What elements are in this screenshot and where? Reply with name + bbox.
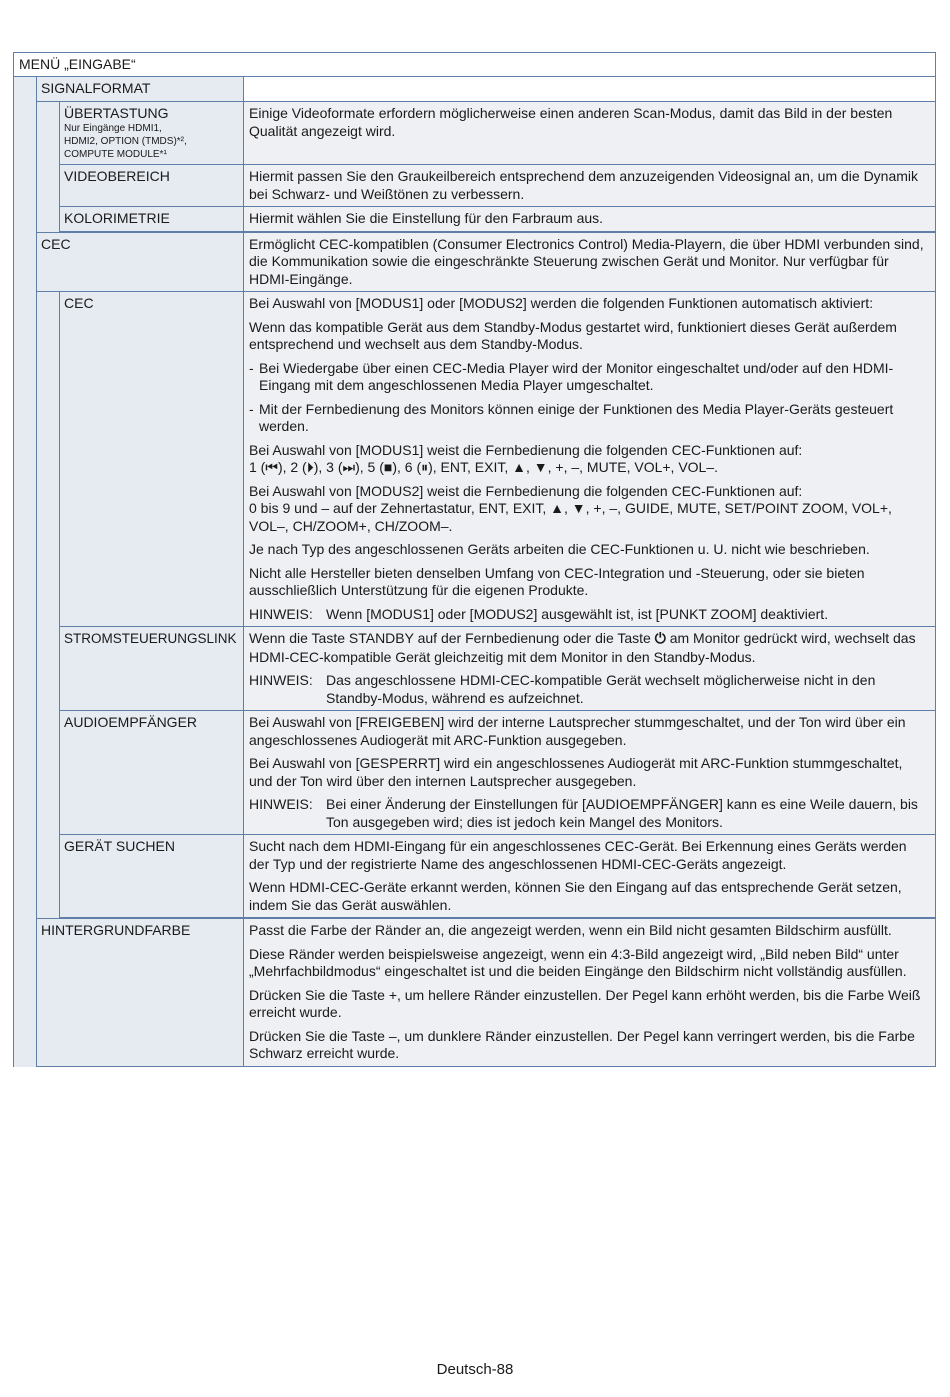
label-hintergrundfarbe: HINTERGRUNDFARBE — [36, 918, 243, 1067]
cec-dash-item-2: - Mit der Fernbedienung des Monitors können einige der Funktionen des Media Player-Geräts gesteuert werden. — [249, 400, 894, 434]
geraet-text-2: Wenn HDMI-CEC-Geräte erkannt werden, können Sie den Eingang auf das entsprechende Gerät setzen, indem Sie das Gerät auswählen. — [249, 879, 902, 913]
strom-hint: HINWEIS: Das angeschlossene HDMI-CEC-kompatible Gerät wechselt möglicherweise nicht in den Standby-Modus, während es aufzeichnet. — [249, 672, 876, 706]
hgf-text-1: Passt die Farbe der Ränder an, die angezeigt werden, wenn ein Bild nicht gesamten Bildschirm ausfüllt. — [249, 922, 892, 938]
desc-audioempfaenger — [243, 711, 936, 835]
row-cec-group — [36, 232, 936, 293]
cec-text-5: Je nach Typ des angeschlossenen Geräts arbeiten die CEC-Funktionen u. U. nicht wie beschrieben. — [249, 541, 870, 557]
desc-geraet-suchen — [243, 835, 936, 918]
row-audioempfaenger — [36, 711, 936, 835]
label-cec: CEC — [59, 292, 243, 627]
label-audioempfaenger: AUDIOEMPFÄNGER — [59, 711, 243, 835]
cec-text-1: Bei Auswahl von [MODUS1] oder [MODUS2] werden die folgenden Funktionen automatisch aktiviert: — [249, 295, 874, 311]
desc-signalformat — [243, 77, 936, 102]
cec-text-6: Nicht alle Hersteller bieten denselben Umfang von CEC-Integration und -Steuerung, oder sie bieten ausschließlich Unterstützung für die eigenen Produkte. — [249, 564, 865, 598]
desc-videobereich — [243, 165, 936, 207]
label-kolorimetrie: KOLORIMETRIE — [59, 207, 243, 232]
row-signalformat — [36, 77, 936, 102]
desc-stromsteuerungslink — [243, 627, 936, 711]
power-icon: ⏻ — [654, 631, 666, 647]
hgf-text-3: Drücken Sie die Taste +, um hellere Ränder einzustellen. Der Pegel kann erhöht werden, bis die Farbe Weiß erreicht wurde. — [249, 986, 921, 1020]
page-number: Deutsch-88 — [436, 1361, 514, 1378]
text-kolorimetrie: Hiermit wählen Sie die Einstellung für den Farbraum aus. — [249, 210, 604, 226]
menu-indent — [13, 77, 36, 1067]
strom-text-1: Wenn die Taste STANDBY auf der Fernbedienung oder die Taste ⏻ am Monitor gedrückt wird, wechselt das HDMI-CEC-kompatible Gerät gleichzeitig mit dem Monitor in den Standby-Modus. — [249, 630, 916, 665]
row-stromsteuerungslink — [36, 627, 936, 711]
label-stromsteuerungslink: STROMSTEUERUNGSLINK — [59, 627, 243, 711]
row-hintergrundfarbe — [36, 918, 936, 1067]
label-signalformat: SIGNALFORMAT — [36, 77, 243, 102]
cec-modus1: Bei Auswahl von [MODUS1] weist die Fernbedienung die folgenden CEC-Funktionen auf: 1 (⏮), 2 (⏵), 3 (⏭), 5 (■), 6 (⏸), ENT, EXIT, ▲, ▼, +, –, MUTE, VOL+, VOL–. — [249, 441, 803, 475]
audio-text-2: Bei Auswahl von [GESPERRT] wird ein angeschlossenes Audiogerät mit ARC-Funktion stummgeschaltet, und der Ton wird über den internen Lautsprecher ausgegeben. — [249, 755, 903, 789]
text-videobereich: Hiermit passen Sie den Graukeilbereich entsprechend dem anzuzeigenden Videosignal an, um die Dynamik bei Schwarz- und Weißtönen zu verbessern. — [249, 168, 919, 202]
desc-kolorimetrie — [243, 207, 936, 232]
label-uebertastung-note-2: HDMI2, OPTION (TMDS)*², — [64, 136, 187, 147]
label-uebertastung-note-3: COMPUTE MODULE*¹ — [64, 149, 167, 160]
menu-table — [13, 52, 936, 1067]
geraet-text-1: Sucht nach dem HDMI-Eingang für ein angeschlossenes CEC-Gerät. Bei Erkennung eines Geräts werden der Typ und der registrierte Name des angeschlossenen HDMI-CEC-Geräts angezeigt. — [249, 838, 907, 872]
label-geraet-suchen: GERÄT SUCHEN — [59, 835, 243, 918]
label-cec-group: CEC — [36, 232, 243, 293]
label-videobereich: VIDEOBEREICH — [59, 165, 243, 207]
cec-modus2: Bei Auswahl von [MODUS2] weist die Fernbedienung die folgenden CEC-Funktionen auf: 0 bis 9 und – auf der Zehnertastatur, ENT, EXIT, ▲, ▼, +, –, GUIDE, MUTE, SET/POINT ZOOM, VOL+, VOL–, CH/ZOOM+, CH/ZOOM–. — [249, 482, 892, 534]
desc-cec-group — [243, 232, 936, 293]
cec-text-2: Wenn das kompatible Gerät aus dem Standby-Modus gestartet wird, funktioniert dieses Gerät außerdem entsprechend und wechselt aus dem Standby-Modus. — [249, 318, 897, 352]
menu-title: MENÜ „EINGABE“ — [13, 52, 936, 77]
row-kolorimetrie — [36, 207, 936, 232]
hgf-text-4: Drücken Sie die Taste –, um dunklere Ränder einzustellen. Der Pegel kann verringert werden, bis die Farbe Schwarz erreicht wurde. — [249, 1027, 915, 1061]
text-cec-group: Ermöglicht CEC-kompatiblen (Consumer Electronics Control) Media-Playern, die über HDMI verbunden sind, die Kommunikation sowie die eingeschränkte Steuerung zwischen Gerät und Monitor. Nur verfügbar für HDMI-Eingänge. — [249, 235, 924, 287]
text-uebertastung: Einige Videoformate erfordern möglicherweise einen anderen Scan-Modus, damit das Bild in der besten Qualität angezeigt wird. — [249, 105, 893, 139]
desc-hintergrundfarbe — [243, 918, 936, 1067]
row-uebertastung — [36, 102, 936, 165]
desc-cec — [243, 292, 936, 627]
row-cec — [36, 292, 936, 627]
cec-dash-item-1: - Bei Wiedergabe über einen CEC-Media Player wird der Monitor eingeschaltet und/oder auf den HDMI-Eingang mit dem angeschlossenen Media Player umgeschaltet. — [249, 359, 894, 393]
cec-hint: HINWEIS: Wenn [MODUS1] oder [MODUS2] ausgewählt ist, ist [PUNKT ZOOM] deaktiviert. — [249, 605, 829, 622]
audio-text-1: Bei Auswahl von [FREIGEBEN] wird der interne Lautsprecher stummgeschaltet, und der Ton wird über ein angeschlossenes Audiogerät mit ARC-Funktion ausgegeben. — [249, 714, 906, 748]
audio-hint: HINWEIS: Bei einer Änderung der Einstellungen für [AUDIOEMPFÄNGER] kann es eine Weile dauern, bis Ton ausgegeben wird; dies ist jedoch kein Mangel des Monitors. — [249, 796, 918, 830]
desc-uebertastung — [243, 102, 936, 165]
row-videobereich — [36, 165, 936, 207]
label-uebertastung — [59, 102, 243, 165]
label-uebertastung-note-1: Nur Eingänge HDMI1, — [64, 123, 162, 134]
row-geraet-suchen — [36, 835, 936, 918]
label-uebertastung-title: ÜBERTASTUNG — [64, 105, 169, 121]
hgf-text-2: Diese Ränder werden beispielsweise angezeigt, wenn ein 4:3-Bild angezeigt wird, „Bild neben Bild“ unter „Mehrfachbildmodus“ eingeschaltet ist und die beiden Eingänge den Bildschirm nicht vollständig ausfüllen. — [249, 945, 907, 979]
